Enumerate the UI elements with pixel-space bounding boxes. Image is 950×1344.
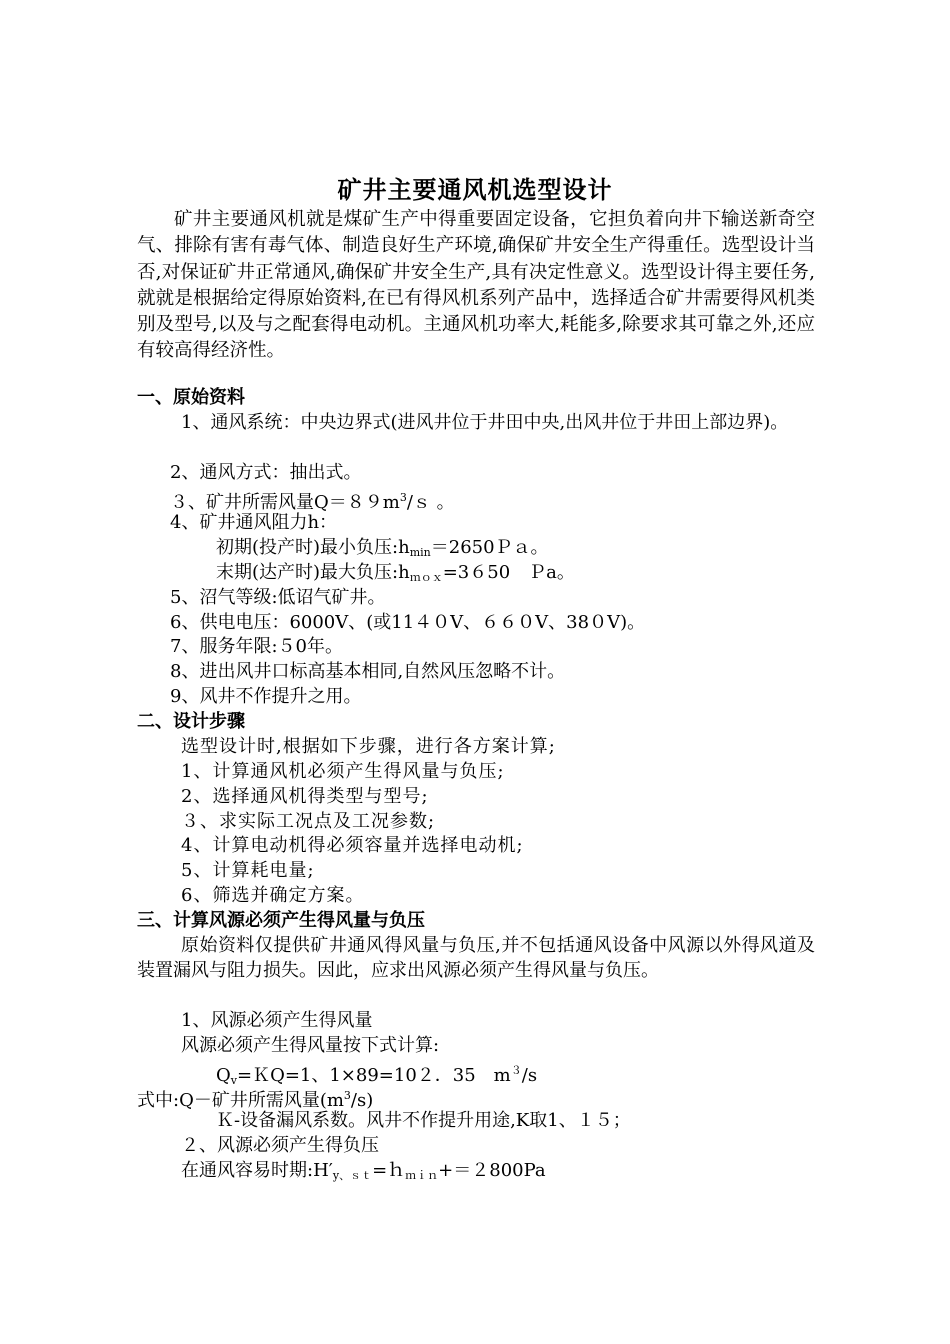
section2-step: 6、筛选并确定方案。 — [181, 885, 365, 906]
intro-paragraph: 矿井主要通风机就是煤矿生产中得重要固定设备，它担负着向井下输送新奇空气、排除有害有毒气体、制造良好生产环境,确保矿井安全生产得重任。选型设计当否,对保证矿井正常通风,确保矿井安全生产,具有决定性意义。选型设计得主要任务,就就是根据给定得原始资料,在已有得风机系列产品中，选择适合矿井需要得风机类别及型号,以及与之配套得电动机。主通风机功率大,耗能多,除要求其可靠之外,还应有较高得经济性。 — [137, 209, 815, 362]
section1-item1: 1、通风系统：中央边界式(进风井位于井田中央,出风井位于井田上部边界)。 — [181, 412, 789, 433]
pressure-mid: =ｈ — [372, 1160, 406, 1181]
section1-item7: 7、服务年限:５0年。 — [170, 636, 343, 657]
formula-unit: /s — [521, 1065, 538, 1086]
pressure-formula — [181, 1159, 546, 1188]
section3-heading: 三、计算风源必须产生得风量与负压 — [137, 910, 425, 931]
formula-body: =ＫQ=1、1×89=10２．35 m — [236, 1065, 511, 1086]
formula-superscript: ３ — [510, 1064, 522, 1077]
section3-sub2: ２、风源必须产生得负压 — [181, 1135, 379, 1156]
where-text: 式中:Q－矿井所需风量(m — [137, 1090, 344, 1111]
section2-step: 1、计算通风机必须产生得风量与负压; — [181, 761, 505, 782]
where-tail: /s) — [350, 1090, 374, 1111]
formula-q-subscript: v — [230, 1074, 237, 1087]
document-title: 矿井主要通风机选型设计 — [337, 176, 613, 204]
section2-step: 5、计算耗电量; — [181, 860, 315, 881]
item4b-subscript: ｍｏｘ — [409, 571, 443, 584]
section3-sub1-lead: 风源必须产生得风量按下式计算: — [181, 1035, 440, 1056]
pressure-subscript-min: ｍｉｎ — [405, 1169, 439, 1182]
item3-tail: /ｓ 。 — [406, 492, 455, 513]
pressure-subscript: y、ｓｔ — [332, 1169, 373, 1182]
pressure-text: 在通风容易时期:H′ — [181, 1160, 333, 1181]
section2-step: 2、选择通风机得类型与型号; — [181, 786, 429, 807]
item4a-subscript: min — [409, 546, 431, 559]
section1-item4: 4、矿井通风阻力h： — [170, 512, 338, 533]
item4a-text: 初期(投产时)最小负压:h — [216, 537, 410, 558]
section2-step: ３、求实际工况点及工况参数; — [181, 811, 436, 832]
item3-superscript: 3 — [399, 491, 407, 504]
leakage-coefficient-line: Ｋ-设备漏风系数。风井不作提升用途,K取1、１５； — [216, 1110, 631, 1131]
section2-step: 4、计算电动机得必须容量并选择电动机; — [181, 835, 524, 856]
section1-item9: 9、风井不作提升之用。 — [170, 686, 362, 707]
section3-paragraph: 原始资料仅提供矿井通风得风量与负压,并不包括通风设备中风源以外得风道及装置漏风与阻力损失。因此，应求出风源必须产生得风量与负压。 — [137, 935, 815, 981]
section1-heading: 一、原始资料 — [137, 387, 245, 408]
section1-item6: 6、供电电压：6000V、(或11４０V、６６０V、38０V)。 — [170, 612, 646, 633]
item4b-tail: =3６50 Ｐa。 — [442, 562, 575, 583]
section2-heading: 二、设计步骤 — [137, 711, 245, 732]
item4b-text: 末期(达产时)最大负压:h — [216, 562, 410, 583]
item3-text: ３、矿井所需风量Q＝８９m — [170, 492, 400, 513]
item4a-tail: ＝2650Ｐａ。 — [430, 537, 549, 558]
section1-item5: 5、沼气等级:低诏气矿井。 — [170, 587, 386, 608]
section3-sub1: 1、风源必须产生得风量 — [181, 1010, 373, 1031]
where-superscript: 3 — [343, 1089, 351, 1102]
section1-item2: 2、通风方式：抽出式。 — [170, 462, 362, 483]
pressure-tail: +＝２800Pa — [438, 1160, 546, 1181]
section2-lead: 选型设计时,根据如下步骤，进行各方案计算; — [181, 736, 556, 757]
section1-item8: 8、进出风井口标高基本相同,自然风压忽略不计。 — [170, 661, 566, 682]
formula-q: Q — [216, 1065, 231, 1086]
